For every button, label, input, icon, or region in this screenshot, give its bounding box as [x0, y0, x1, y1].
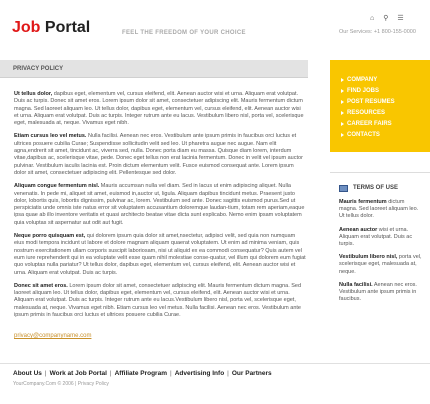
- page-title: PRIVACY POLICY: [13, 66, 64, 72]
- terms-item: [339, 199, 422, 221]
- paragraph: [14, 283, 306, 319]
- main-content: [14, 91, 306, 325]
- paragraph-text: dapibus eget, elementum vel, cursus eleifend, elit. Aenean auctor wisi et urna. Aliquam erat volutpat. Duis ac turpis. Donec sit amet eros. Lorem ipsum dolor sit amet, consectetuer adipiscing elit. Mauris fermentum dictum magna. Sed laoreet aliquam leo. Ut tellus dolor, dapibus eget, elementum vel, cursus eleifend, elit. Aenean auctor wisi et urna. Aliquam erat volutpat. Duis ac turpis. Integer rutrum ante eu lacus. Vestibulum libero nisl, porta vel, scelerisque eget, malesuada at, neque. Vivamus eget nibh.: [14, 91, 304, 127]
- footer-separator: |: [169, 370, 172, 377]
- arrow-right-icon: [341, 122, 344, 126]
- paragraph: [14, 233, 306, 277]
- arrow-right-icon: [341, 133, 344, 137]
- terms-item-lead[interactable]: Mauris fermentum: [339, 199, 387, 205]
- paragraph-text: qui dolorem ipsum quia dolor sit amet,nsectetur, adipisci velit, sed quia non numquam eius modi tempora incidunt ut labore et dolore magnam aliquam quaerat voluptatem. Ut enim ad minima veniam, quis nostrum exercitationem ullam corporis suscipit laboriosam, nisi ut aliquid ex ea commodi consequatur? Quis autem vel eum iure reprehenderit qui in ea voluptate velit esse quam nihil molestiae conse-quatur, vel illum qui dolorem eum fugiat quo voluptas nulla pariatur? Ut tellus dolor, dapibus eget, elementum vel, cursus eleifend, elit. Aenean auctor wisi et urna. Aliquam erat volutpat. Duis ac turpis.: [14, 233, 306, 276]
- logo-portal: Portal: [40, 19, 91, 36]
- header: [0, 0, 430, 50]
- nav-item-label: POST RESUMES: [347, 98, 395, 105]
- paragraph-text: Lorem ipsum dolor sit amet, consectetuer adipiscing elit. Mauris fermentum dictum magna. Sed laoreet aliquam leo. Ut tellus dolor, dapibus eget, elementum vel, cursus eleifend, elit. Aenean auctor wisi et urna. Aliquam erat volutpat. Duis ac turpis. Integer rutrum ante eu lacus.Vestibulum libero nisl, porta vel, scelerisque eget, malesuada at, neque. Vivamus eget nibh. Etiam cursus leo vel metus. Nulla facilisi. Aenean nec eros. Vestibulum ante ipsum primis in faucibus orci luctus et ultrices posuere cubilia Curae.: [14, 282, 302, 319]
- terms-item-lead[interactable]: Nulla facilisi.: [339, 281, 373, 288]
- footer-nav: [13, 370, 272, 377]
- arrow-right-icon: [341, 100, 344, 104]
- arrow-right-icon: [341, 111, 344, 115]
- nav-item-resources[interactable]: [341, 107, 430, 118]
- nav-item-career-fairs[interactable]: [341, 118, 430, 129]
- logo-job: Job: [12, 19, 41, 36]
- document-icon: [339, 185, 348, 192]
- terms-item-text: dictum magna. Sed laoreet aliquam leo. Ut tellus dolor.: [339, 199, 419, 220]
- top-icons: [370, 15, 404, 23]
- terms-item-text: Aenean nec eros. Vestibulum ante ipsum primis in faucibus.: [339, 281, 417, 303]
- arrow-right-icon: [341, 78, 344, 82]
- footer-separator: |: [109, 370, 112, 377]
- footer-separator: |: [44, 370, 47, 377]
- envelope-icon[interactable]: ⚲: [383, 15, 389, 22]
- footer-link-partners[interactable]: Our Partners: [231, 370, 272, 377]
- paragraph-lead: Etiam cursus leo vel metus.: [14, 133, 87, 140]
- terms-item: [339, 282, 422, 304]
- paragraph-lead: Ut tellus dolor,: [14, 91, 53, 97]
- nav-item-label: CONTACTS: [347, 131, 380, 138]
- terms-heading: [339, 181, 422, 195]
- nav-item-company[interactable]: [341, 74, 430, 85]
- footer-link-about-us[interactable]: About Us: [13, 370, 42, 377]
- paragraph: [14, 133, 306, 177]
- paragraph-text: Mauris accumsan nulla vel diam. Sed in lacus ut enim adipiscing aliquet. Nulla venenatis. In pede mi, aliquet sit amet, euismod in,auctor ut, ligula. Aliquam dapibus tincidunt metus. Praesent justo dolor, lobortis quis, lobortis dignissim, pulvinar ac, lorem. Vestibulum sed ante. Donec sagittis euismod purus.Sed ut perspiciatis unde omnis iste natus error sit voluptatem accusantium doloremque laudan-tium, totam rem aperiam,eaque ipsa quae ab illo inventore veritatis et quasi architecto beatae vitae dicta sunt explicabo. Nemo enim ipsam voluptatem quia voluptas sit aspernatur aut odit aut fugit.: [14, 183, 305, 226]
- terms-item: [339, 227, 422, 249]
- terms-item-text: porta vel, scelerisque eget, malesuada at, neque.: [339, 254, 422, 275]
- footer-link-work[interactable]: Work at Job Portal: [49, 370, 107, 377]
- terms-item-lead[interactable]: Aenean auctor: [339, 226, 378, 233]
- paragraph-text: Nulla facilisi. Aenean nec eros. Vestibulum ante ipsum primis in faucibus orci luctus et ultrices posuere cubilia Curae; Suspendisse sollicitudin velit sed leo. Ut pharetra augue nec augue. Nam elit agna,endrerit sit amet, tincidunt ac, viverra sed, nulla. Donec porta diam eu massa. Quisque diam lorem, interdum vitae,dapibus ac, scelerisque vitae, pede. Donec eget tellus non erat lacinia fermentum. Donec in velit vel ipsum auctor pulvinar. Vestibulum iaculis lacinia est. Proin dictum elementum velit. Fusce euismod consequat ante. Lorem ipsum dolor sit amet, consectetuer adipiscing elit. Pellentesque sed dolor.: [14, 133, 303, 176]
- nav-item-contacts[interactable]: [341, 129, 430, 140]
- footer-link-affiliate[interactable]: Affiliate Program: [114, 370, 167, 377]
- terms-title: TERMS OF USE: [353, 185, 399, 191]
- terms-item: [339, 254, 422, 276]
- paragraph-lead: Aliquam congue fermentum nisl.: [14, 183, 100, 190]
- nav-item-find-jobs[interactable]: [341, 85, 430, 96]
- nav-item-post-resumes[interactable]: [341, 96, 430, 107]
- sidebar-nav: [330, 60, 430, 152]
- nav-item-label: RESOURCES: [347, 109, 386, 116]
- services-phone: Our Services: +1 800-155-0000: [339, 29, 416, 35]
- paragraph: [14, 91, 306, 127]
- copyright: YourCompany.Com © 2006 | Privacy Policy: [13, 381, 109, 387]
- page-title-bar: [0, 60, 308, 78]
- home-icon[interactable]: ⌂: [370, 15, 375, 22]
- terms-of-use-panel: [330, 172, 430, 372]
- footer-divider: [0, 363, 430, 364]
- privacy-email-link[interactable]: privacy@companyname.com: [14, 333, 92, 339]
- logo[interactable]: [12, 19, 90, 37]
- nav-item-label: CAREER FAIRS: [347, 120, 392, 127]
- sitemap-icon[interactable]: ☰: [397, 15, 404, 22]
- arrow-right-icon: [341, 89, 344, 93]
- footer-separator: |: [227, 370, 229, 377]
- footer-link-advertising[interactable]: Advertising Info: [174, 370, 225, 377]
- paragraph-lead: Neque porro quisquam est,: [14, 233, 86, 240]
- tagline: FEEL THE FREEDOM OF YOUR CHOICE: [122, 30, 246, 36]
- nav-item-label: FIND JOBS: [347, 87, 380, 94]
- paragraph-lead: Donec sit amet eros.: [14, 282, 68, 289]
- paragraph: [14, 183, 306, 227]
- terms-item-lead[interactable]: Vestibulum libero nisl,: [339, 254, 398, 261]
- terms-item-text: wisi et urna. Aliquam erat volutpat. Duis ac turpis.: [339, 226, 413, 248]
- nav-item-label: COMPANY: [347, 76, 378, 83]
